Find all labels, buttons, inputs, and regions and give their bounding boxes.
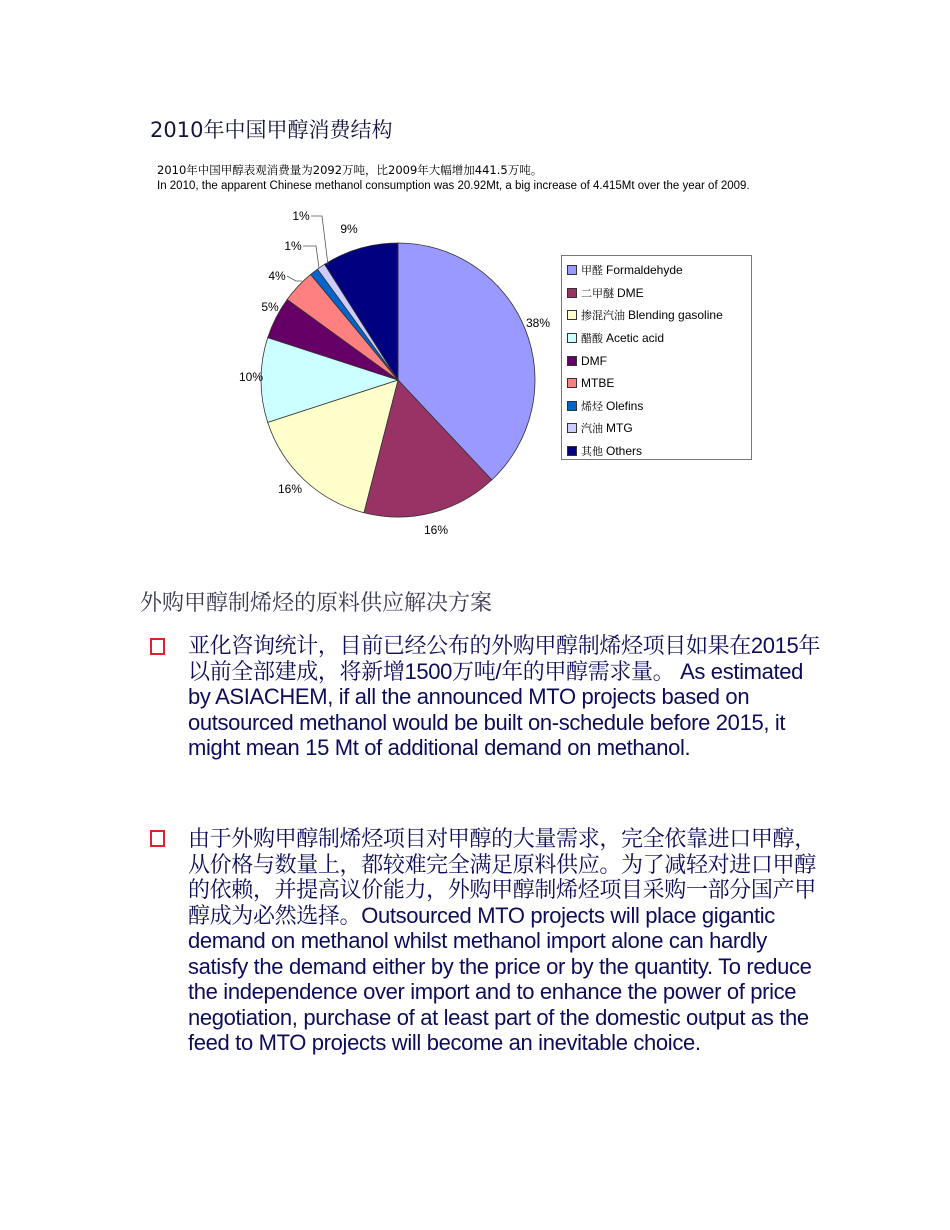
legend-label-cn: 掺混汽油 <box>581 309 625 323</box>
data-label: 9% <box>340 222 358 236</box>
legend-label-cn: 二甲醚 <box>581 286 614 300</box>
legend-label <box>581 330 664 346</box>
legend-label <box>581 285 644 301</box>
data-label: 4% <box>268 269 286 283</box>
legend-label <box>581 262 683 278</box>
data-label: 5% <box>261 300 279 314</box>
page-title: 2010年中国甲醇消费结构 <box>150 118 393 142</box>
legend-label-en: MTG <box>606 421 633 436</box>
data-label: 10% <box>238 370 264 384</box>
legend-swatch <box>567 446 577 456</box>
legend-label-cn: 烯烃 <box>581 399 603 413</box>
section-title: 外购甲醇制烯烃的原料供应解决方案 <box>140 591 493 616</box>
legend-swatch <box>567 288 577 298</box>
data-label: 1% <box>284 239 302 253</box>
data-label: 16% <box>277 482 303 496</box>
legend-label <box>581 420 633 436</box>
legend-item <box>562 395 751 418</box>
chart-legend <box>561 255 752 460</box>
legend-label-cn: 醋酸 <box>581 332 603 346</box>
legend-label-en: Blending gasoline <box>628 308 723 323</box>
subtitle-cn: 2010年中国甲醇表观消费量为2092万吨，比2009年大幅增加441.5万吨。 <box>157 163 543 177</box>
legend-label-en: Olefins <box>606 398 644 413</box>
legend-label-en: Others <box>606 444 643 459</box>
legend-item <box>562 349 751 372</box>
legend-item <box>562 440 751 463</box>
bullet-text-2: 由于外购甲醇制烯烃项目对甲醇的大量需求，完全依靠进口甲醇，从价格与数量上，都较难完全满足原料供应。为了减轻对进口甲醇的依赖，并提高议价能力，外购甲醇制烯烃项目采购一部分国产甲醇成为必然选择。Outsourced MTO projects will place gigantic demand on methanol whilst methanol import alone can hardly satisfy the demand either by the price or by the quantity. To reduce the independence over import and to enhance the power of price negotiation, purchase of at least part of the domestic output as the feed to MTO projects will become an inevitable choice. <box>188 826 816 1055</box>
data-label: 38% <box>525 316 551 330</box>
leader-line <box>311 216 328 265</box>
legend-label-en: MTBE <box>581 376 615 391</box>
legend-label-cn: 汽油 <box>581 422 603 436</box>
legend-label <box>581 398 643 414</box>
legend-label <box>581 307 723 323</box>
leader-line <box>287 276 302 281</box>
bullet-text-1: 亚化咨询统计，目前已经公布的外购甲醇制烯烃项目如果在2015年以前全部建成，将新增1500万吨/年的甲醇需求量。 As estimated by ASIACHEM, if all the announced MTO projects based on outsourced methanol would be built on-schedule before 2015, it might mean 15 Mt of additional demand on methanol. <box>188 633 821 760</box>
legend-label <box>581 376 614 390</box>
leader-line <box>303 246 319 268</box>
legend-swatch <box>567 333 577 343</box>
bullet-marker-icon <box>150 830 165 847</box>
legend-label-en: Formaldehyde <box>606 263 683 278</box>
legend-label-en: DME <box>617 285 644 300</box>
legend-label <box>581 354 607 368</box>
legend-label <box>581 443 642 459</box>
legend-item <box>562 259 751 282</box>
legend-item <box>562 417 751 440</box>
pie-chart <box>0 0 950 560</box>
legend-item <box>562 327 751 350</box>
legend-swatch <box>567 356 577 366</box>
legend-swatch <box>567 378 577 388</box>
subtitle-en: In 2010, the apparent Chinese methanol consumption was 20.92Mt, a big increase of 4.415Mt over the year of 2009. <box>157 180 750 192</box>
legend-swatch <box>567 423 577 433</box>
bullet-marker-icon <box>150 638 165 655</box>
legend-label-en: Acetic acid <box>606 331 665 346</box>
legend-item <box>562 304 751 327</box>
legend-item <box>562 282 751 305</box>
legend-swatch <box>567 401 577 411</box>
legend-swatch <box>567 265 577 275</box>
legend-label-cn: 甲醛 <box>581 264 603 278</box>
legend-swatch <box>567 310 577 320</box>
data-label: 16% <box>423 523 449 537</box>
legend-item <box>562 372 751 395</box>
legend-label-cn: 其他 <box>581 445 603 459</box>
data-label: 1% <box>292 209 310 223</box>
legend-label-en: DMF <box>581 353 607 368</box>
